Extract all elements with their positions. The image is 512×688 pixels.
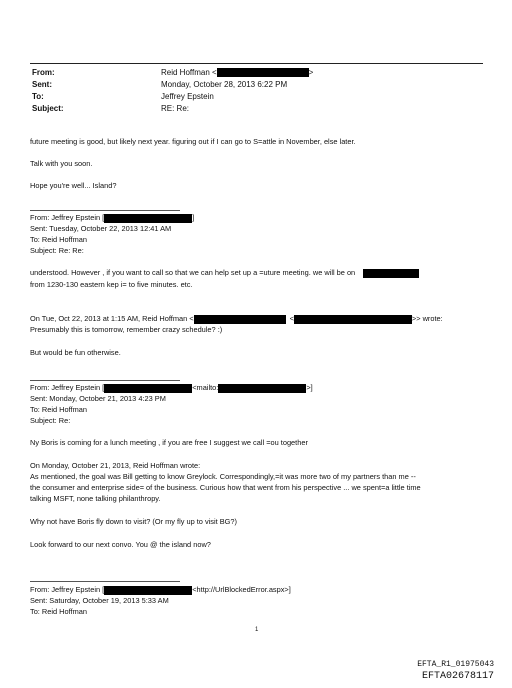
quote2-intro <box>30 314 443 324</box>
from-label: From: <box>32 68 55 77</box>
redaction-box <box>363 269 419 278</box>
quote1-sent: Sent: Tuesday, October 22, 2013 12:41 AM <box>30 224 172 233</box>
quote1-from <box>30 213 194 223</box>
quote4-line-5: Look forward to our next convo. You @ the island now? <box>30 540 211 549</box>
redaction-box <box>104 384 192 393</box>
quote4-intro: On Monday, October 21, 2013, Reid Hoffman wrote: <box>30 461 201 470</box>
redaction-box <box>104 213 195 223</box>
quote3-from-end: >] <box>306 383 313 392</box>
quote4-line-3: talking MSFT, none talking philanthropy. <box>30 494 161 503</box>
quote5-from-end: <http://UrlBlockedError.aspx>] <box>192 585 291 594</box>
quote2-intro-mid: < <box>289 314 294 323</box>
quote2-line-1: Presumably this is tomorrow, remember crazy schedule? :) <box>30 325 223 334</box>
quote3-subject: Subject: Re: <box>30 416 71 425</box>
quote5-from-text: From: Jeffrey Epstein [ <box>30 585 105 594</box>
separator-rule <box>30 210 180 211</box>
quote2-line-2: But would be fun otherwise. <box>30 348 121 357</box>
quote4-line-2: the consumer and enterprise side= of the business. Curious how that went from his perspective ... we spent=a little time <box>30 483 421 492</box>
body-line-2: Talk with you soon. <box>30 159 93 168</box>
to-value: Jeffrey Epstein <box>161 92 214 101</box>
quote1-from-text: From: Jeffrey Epstein [ <box>30 213 105 222</box>
quote3-from-text: From: Jeffrey Epstein [ <box>30 383 105 392</box>
header-top-rule <box>30 63 483 64</box>
subject-label: Subject: <box>32 104 64 113</box>
quote3-mailto: <mailto: <box>192 383 219 392</box>
redaction-box <box>218 384 306 393</box>
quote1-line-1-text: understood. However , if you want to call so that we can help set up a =uture meeting. we will be on <box>30 268 356 277</box>
quote1-line-1 <box>30 268 419 278</box>
quote1-to: To: Reid Hoffman <box>30 235 87 244</box>
sent-label: Sent: <box>32 80 52 89</box>
quote5-sent: Sent: Saturday, October 19, 2013 5:33 AM <box>30 596 169 605</box>
to-label: To: <box>32 92 44 101</box>
quote4-line-4: Why not have Boris fly down to visit? (Or my fly up to visit BG?) <box>30 517 238 526</box>
quote2-intro-text: On Tue, Oct 22, 2013 at 1:15 AM, Reid Hoffman < <box>30 314 194 323</box>
quote1-from-end: ] <box>192 213 195 222</box>
quote3-line-1: Ny Boris is coming for a lunch meeting , if you are free I suggest we call =ou together <box>30 438 308 447</box>
quote4-line-1: As mentioned, the goal was Bill getting to know Greylock. Correspondingly,=it was more two of my partners than me -- <box>30 472 416 481</box>
quote5-to: To: Reid Hoffman <box>30 607 87 616</box>
redaction-box <box>217 68 309 77</box>
quote3-sent: Sent: Monday, October 21, 2013 4:23 PM <box>30 394 166 403</box>
sent-value: Monday, October 28, 2013 6:22 PM <box>161 80 288 89</box>
quote1-line-2: from 1230-130 eastern kep i= to five minutes. etc. <box>30 280 193 289</box>
body-line-1: future meeting is good, but likely next year. figuring out if I can go to S=attle in November, else later. <box>30 137 356 146</box>
from-value-text: Reid Hoffman < <box>161 68 217 77</box>
from-value <box>161 68 313 78</box>
page-number: 1 <box>255 627 259 633</box>
quote1-subject: Subject: Re: Re: <box>30 246 84 255</box>
redaction-box <box>104 586 192 595</box>
footer-id-1: EFTA_R1_01975043 <box>417 660 494 669</box>
quote3-from <box>30 383 313 393</box>
subject-value: RE: Re: <box>161 104 190 113</box>
quote3-to: To: Reid Hoffman <box>30 405 87 414</box>
quote2-intro-end: >> wrote: <box>411 314 443 323</box>
body-line-3: Hope you're well... Island? <box>30 181 117 190</box>
footer-id-2: EFTA02678117 <box>421 671 494 682</box>
separator-rule <box>30 581 180 582</box>
quote5-from <box>30 585 291 595</box>
redaction-box <box>294 315 412 324</box>
separator-rule <box>30 380 180 381</box>
redaction-box <box>194 315 286 324</box>
from-value-end: > <box>308 68 314 77</box>
